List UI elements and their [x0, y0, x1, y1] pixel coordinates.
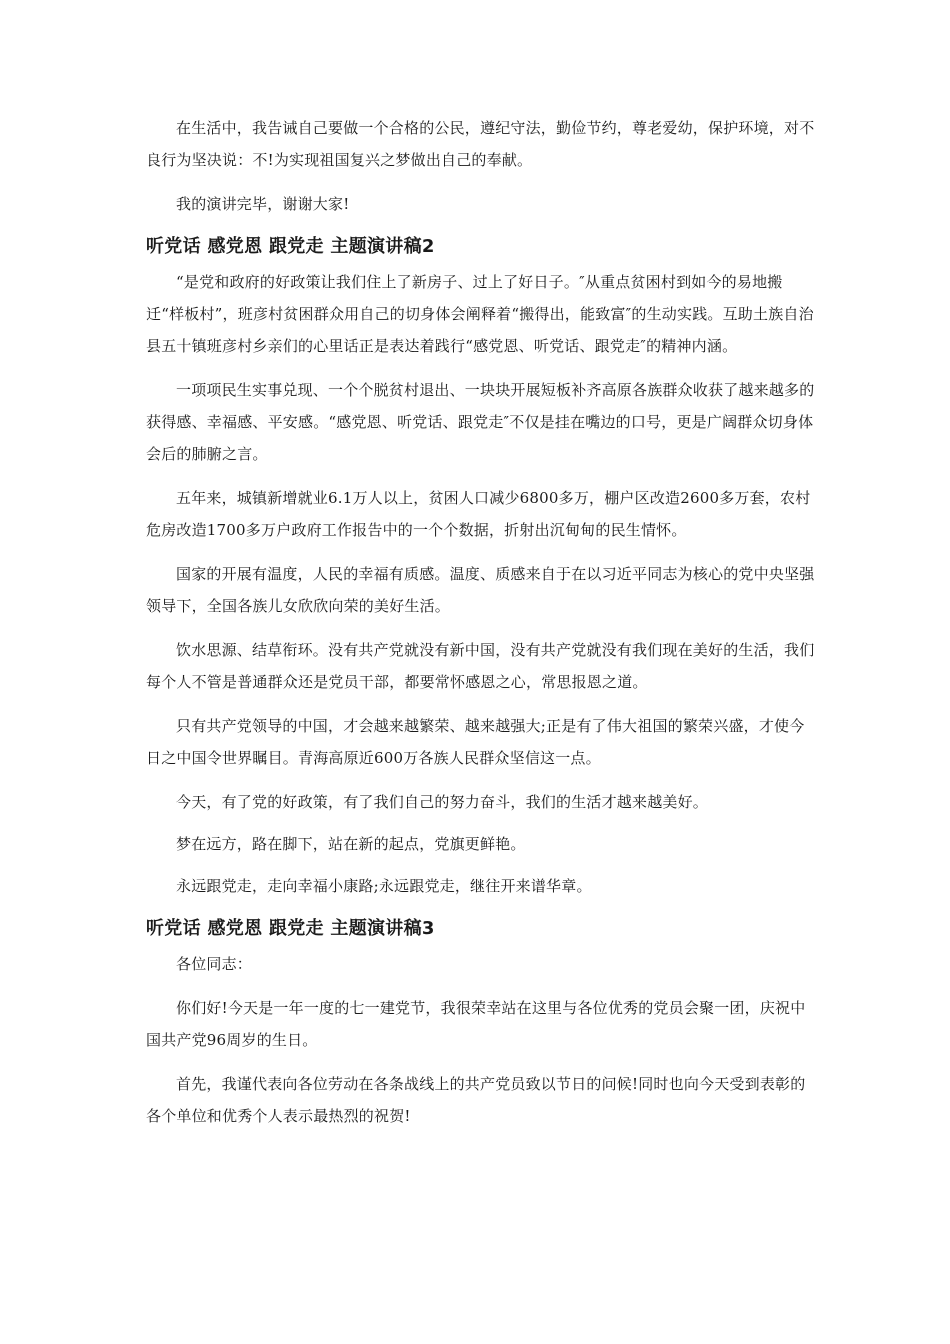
section-2-paragraph: 饮水思源、结草衔环。没有共产党就没有新中国，没有共产党就没有我们现在美好的生活，我们每个人不管是普通群众还是党员干部，都要常怀感恩之心，常思报恩之道。 — [146, 641, 815, 691]
document-page — [146, 112, 818, 1144]
section-2-paragraph: 一项项民生实事兑现、一个个脱贫村退出、一块块开展短板补齐高原各族群众收获了越来越多的获得感、幸福感、平安感。“感党恩、听党话、跟党走″不仅是挂在嘴边的口号，更是广阔群众切身体会后的肺腑之言。 — [146, 381, 815, 463]
section-3-paragraph: 首先，我谨代表向各位劳动在各条战线上的共产党员致以节日的问候!同时也向今天受到表彰的各个单位和优秀个人表示最热烈的祝贺! — [146, 1075, 806, 1125]
section-2-paragraph: 永远跟党走，走向幸福小康路;永远跟党走，继往开来谱华章。 — [176, 877, 592, 895]
section-2-paragraph: 五年来，城镇新增就业6.1万人以上，贫困人口减少6800多万，棚户区改造2600多万套，农村危房改造1700多万户政府工作报告中的一个个数据，折射出沉甸甸的民生情怀。 — [146, 489, 811, 539]
section-3-paragraph: 你们好!今天是一年一度的七一建党节，我很荣幸站在这里与各位优秀的党员会聚一团，庆祝中国共产党96周岁的生日。 — [146, 999, 806, 1049]
section-2-paragraph: 国家的开展有温度，人民的幸福有质感。温度、质感来自于在以习近平同志为核心的党中央坚强领导下，全国各族儿女欣欣向荣的美好生活。 — [146, 565, 815, 615]
section-2-paragraph: “是党和政府的好政策让我们住上了新房子、过上了好日子。″从重点贫困村到如今的易地搬迁“样板村”，班彦村贫困群众用自己的切身体会阐释着“搬得出，能致富″的生动实践。互助土族自治县五十镇班彦村乡亲们的心里话正是表达着践行“感党恩、听党话、跟党走″的精神内涵。 — [146, 273, 814, 355]
intro-paragraph-2: 我的演讲完毕，谢谢大家! — [176, 195, 350, 213]
intro-paragraph-1: 在生活中，我告诫自己要做一个合格的公民，遵纪守法，勤俭节约，尊老爱幼，保护环境，对不良行为坚决说：不!为实现祖国复兴之梦做出自己的奉献。 — [146, 119, 815, 169]
section-2-paragraph: 梦在远方，路在脚下，站在新的起点，党旗更鲜艳。 — [176, 835, 526, 853]
section-2-paragraph: 今天，有了党的好政策，有了我们自己的努力奋斗，我们的生活才越来越美好。 — [176, 793, 709, 811]
section-3-heading: 听党话 感党恩 跟党走 主题演讲稿3 — [146, 918, 435, 939]
section-3-greeting: 各位同志： — [176, 955, 253, 973]
section-2-paragraph: 只有共产党领导的中国，才会越来越繁荣、越来越强大;正是有了伟大祖国的繁荣兴盛，才使今日之中国令世界瞩目。青海高原近600万各族人民群众坚信这一点。 — [146, 717, 805, 767]
section-2-heading: 听党话 感党恩 跟党走 主题演讲稿2 — [146, 236, 435, 257]
